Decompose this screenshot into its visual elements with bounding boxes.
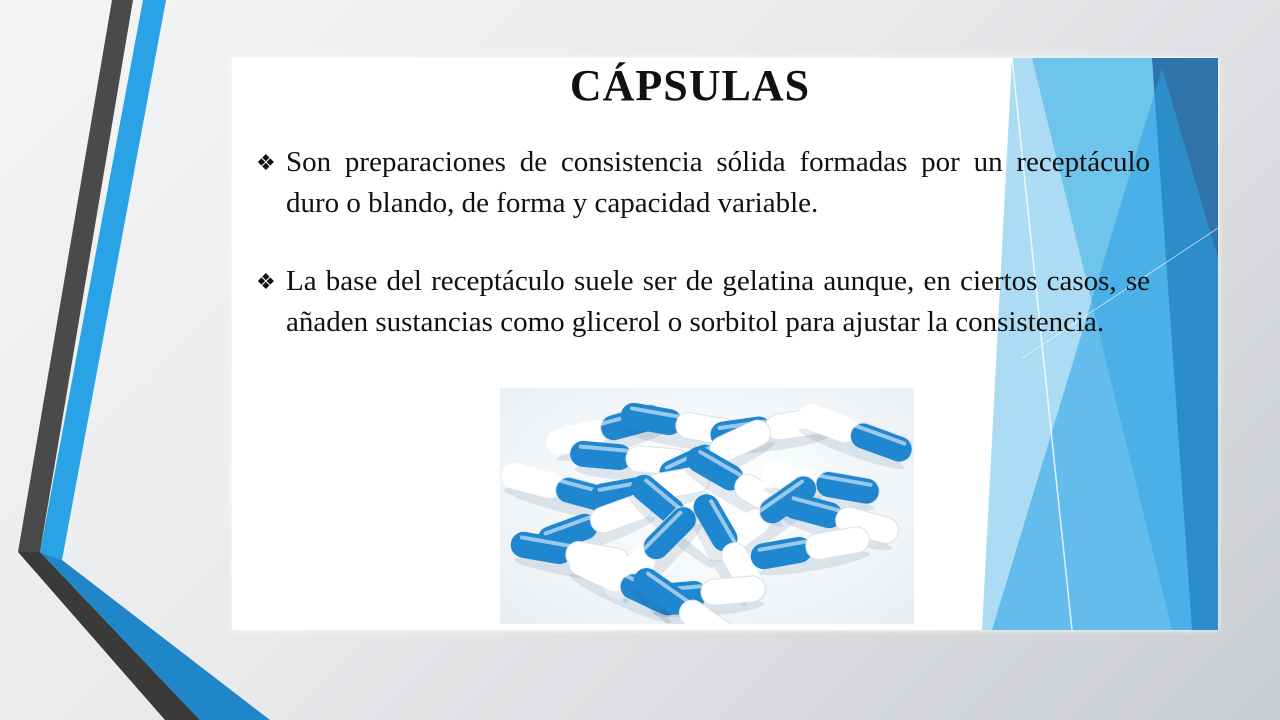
frame-dark-stripe-lower xyxy=(18,552,200,720)
slide-title: CÁPSULAS xyxy=(569,61,811,110)
bullet-item xyxy=(256,142,1150,224)
bullet-item xyxy=(256,261,1150,343)
capsule-pill xyxy=(791,400,914,475)
slide-content-image xyxy=(232,58,1218,630)
diamond-bullet-icon: ❖ xyxy=(256,150,276,175)
bullet-text: La base del receptáculo suele ser de gelatina aunque, en ciertos casos, se añaden sustancias como glicerol o sorbitol para ajustar la consistencia. xyxy=(286,265,1150,338)
capsules-illustration xyxy=(500,388,914,624)
bullet-text: Son preparaciones de consistencia sólida formadas por un receptáculo duro o blando, de forma y capacidad variable. xyxy=(286,146,1150,219)
capsules-photo xyxy=(500,388,914,624)
diamond-bullet-icon: ❖ xyxy=(256,269,276,294)
